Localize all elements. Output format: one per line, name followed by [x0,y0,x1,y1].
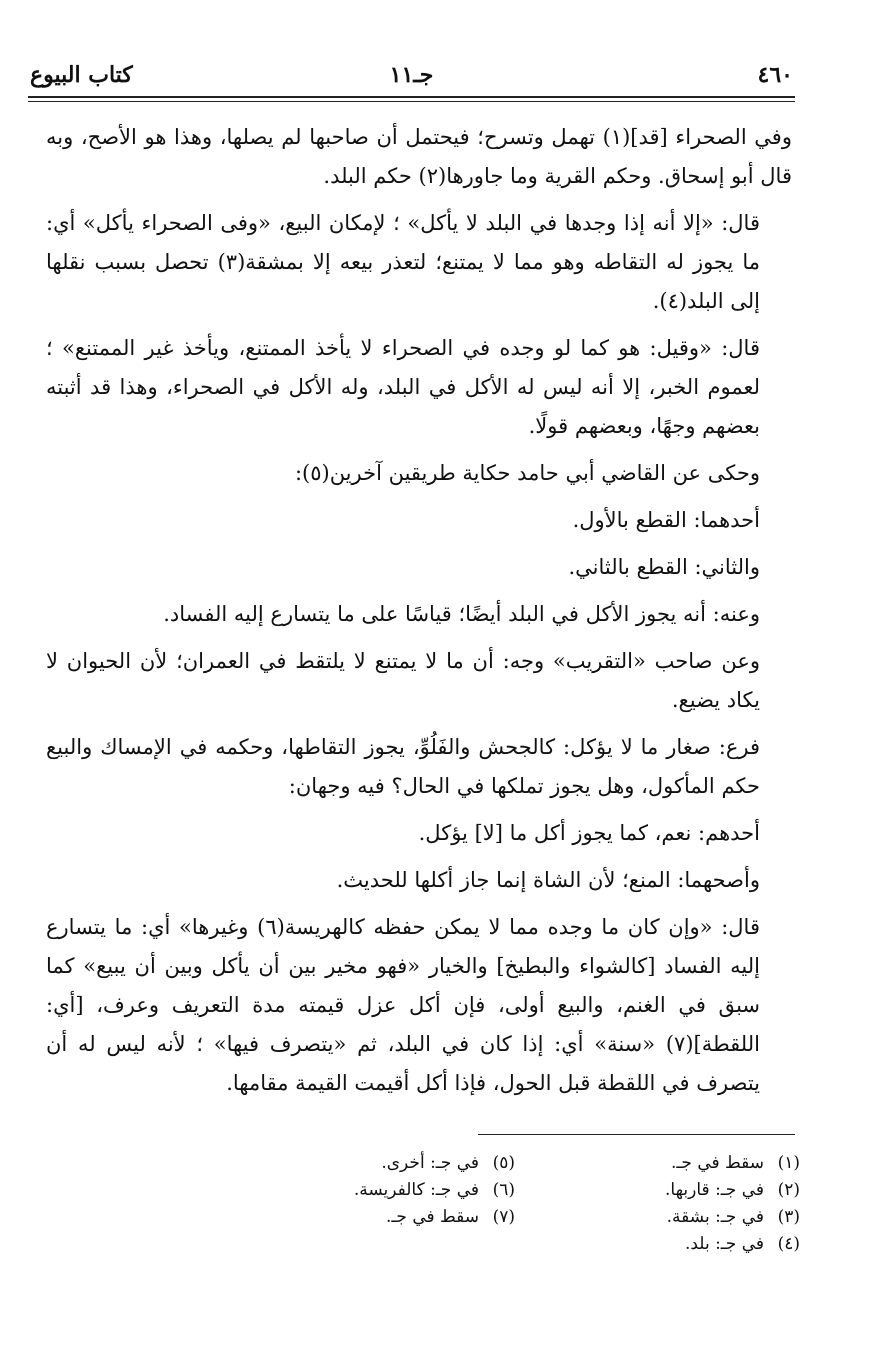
footnote-divider [478,1134,795,1135]
footnote-text: في جـ: كالفريسة. [353,1180,479,1200]
footnote-number: (٣) [777,1207,800,1227]
footnote-number: (٥) [492,1153,515,1173]
footnote-number: (٤) [777,1234,800,1254]
footnote-item [354,1150,515,1177]
footnote-item [665,1204,800,1231]
paragraph: وعن صاحب «التقريب» وجه: أن ما لا يمتنع لا يلتقط في العمران؛ لأن الحيوان لا يكاد يضيع. [46,649,760,712]
paragraph: قال: «وإن كان ما وجده مما لا يمكن حفظه كالهريسة(٦) وغيرها» أي: ما يتسارع إليه الفساد [كالشواء والبطيخ] والخيار «فهو مخير بين أن يأكل وبين أن يبيع» كما سبق في الغنم، والبيع أولى، فإن أكل عزل قيمته مدة التعريف وعرف، [أي: اللقطة](٧) «سنة» أي: إذا كان في البلد، ثم «يتصرف فيها» ؛ لأنه ليس له أن يتصرف في اللقطة قبل الحول، فإذا أكل أقيمت القيمة مقامها. [46,915,760,1095]
footnote-text: في جـ: قاربها. [665,1180,764,1200]
footnote-text: في جـ: بلد. [684,1234,764,1254]
page-number: ٤٦٠ [757,62,793,88]
footnote-number: (٧) [492,1207,515,1227]
volume-label: جـ١١ [389,62,434,88]
paragraph: والثاني: القطع بالثاني. [568,555,760,579]
main-text [46,118,792,1111]
footnote-number: (١) [777,1153,800,1173]
paragraph: أحدهم: نعم، كما يجوز أكل ما [لا] يؤكل. [418,821,760,845]
footnote-item [354,1177,515,1204]
paragraph: قال: «إلا أنه إذا وجدها في البلد لا يأكل» ؛ لإمكان البيع، «وفى الصحراء يأكل» أي: ما يجوز له التقاطه وهو مما لا يمتنع؛ لتعذر بيعه إلا بمشقة(٣) تحصل بسبب نقلها إلى البلد(٤). [46,211,760,313]
footnote-text: في جـ: بشقة. [666,1207,764,1227]
footnote-number: (٦) [492,1180,515,1200]
paragraph: أحدهما: القطع بالأول. [572,508,760,532]
footnote-number: (٢) [777,1180,800,1200]
footnote-item [665,1231,800,1258]
footnote-item [354,1204,515,1231]
paragraph: قال: «وقيل: هو كما لو وجده في الصحراء لا يأخذ الممتنع، ويأخذ غير الممتنع» ؛ لعموم الخبر، إلا أنه ليس له الأكل في البلد، وله الأكل في الصحراء، وهذا قد أثبته بعضهم وجهًا، وبعضهم قولًا. [46,336,760,438]
footnote-item [665,1150,800,1177]
footnote-text: في جـ: أخرى. [381,1153,479,1173]
paragraph: فرع: صغار ما لا يؤكل: كالجحش والفَلُوِّ، يجوز التقاطها، وحكمه في الإمساك والبيع حكم المأكول، وهل يجوز تملكها في الحال؟ فيه وجهان: [46,735,760,798]
paragraph: وحكى عن القاضي أبي حامد حكاية طريقين آخرين(٥): [294,461,760,485]
paragraph: وأصحهما: المنع؛ لأن الشاة إنما جاز أكلها للحديث. [336,868,760,892]
footnotes-left-column [354,1150,515,1258]
paragraph: وعنه: أنه يجوز الأكل في البلد أيضًا؛ قياسًا على ما يتسارع إليه الفساد. [163,602,760,626]
paragraph: وفي الصحراء [قد](١) تهمل وتسرح؛ فيحتمل أن صاحبها لم يصلها، وهذا هو الأصح، وبه قال أبو إسحاق. وحكم القرية وما جاورها(٢) حكم البلد. [46,125,792,188]
page-header [28,56,795,98]
book-title: كتاب البيوع [30,62,133,88]
footnotes-right-column [665,1150,800,1258]
footnote-item [665,1177,800,1204]
footnotes [180,1150,800,1258]
footnote-text: سقط في جـ. [671,1153,764,1173]
footnote-text: سقط في جـ. [386,1207,479,1227]
